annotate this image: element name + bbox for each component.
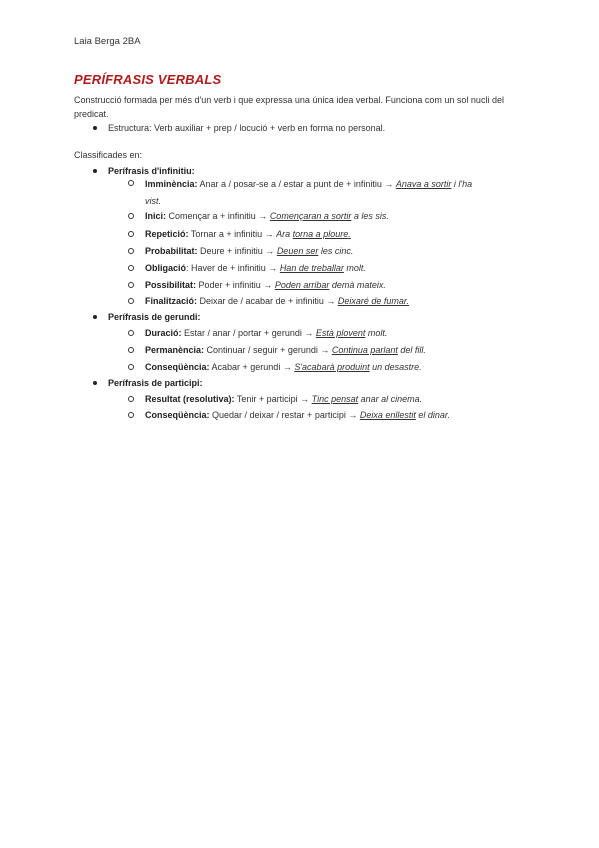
circle-bullet-icon (128, 213, 134, 219)
circle-bullet-icon (128, 231, 134, 237)
list-item-permanencia: Permanència: Continuar / seguir + gerundi → Continua parlant del fill. (145, 345, 426, 355)
circle-bullet-icon (128, 396, 134, 402)
circle-bullet-icon (128, 180, 134, 186)
list-item-consequencia-participi: Conseqüència: Quedar / deixar / restar + participi → Deixa enllestit el dinar. (145, 410, 451, 420)
circle-bullet-icon (128, 347, 134, 353)
list-item-obligacio: Obligació: Haver de + infinitiu → Han de treballar molt. (145, 263, 366, 273)
section-heading-gerundi: Perífrasis de gerundi: (108, 312, 201, 322)
bullet-icon (93, 169, 97, 173)
list-item-repeticio: Repetició: Tornar a + infinitiu → Ara torna a ploure. (145, 229, 351, 239)
circle-bullet-icon (128, 412, 134, 418)
list-item-finalitzacio: Finalització: Deixar de / acabar de + infinitiu → Deixaré de fumar. (145, 296, 410, 306)
list-item-inici: Inici: Començar a + infinitiu → Començaran a sortir a les sis. (145, 211, 389, 221)
section-heading-participi: Perífrasis de participi: (108, 378, 203, 388)
intro-paragraph: Construcció formada per més d'un verb i que expressa una única idea verbal. Funciona com un sol nucli del predicat. (74, 95, 504, 119)
list-item-imminencia: Imminència: Anar a / posar-se a / estar a punt de + infinitiu → Anava a sortir i l'ha (145, 179, 473, 189)
circle-bullet-icon (128, 364, 134, 370)
author-header: Laia Berga 2BA (74, 36, 141, 47)
circle-bullet-icon (128, 282, 134, 288)
classificades-label: Classificades en: (74, 150, 143, 160)
list-item-consequencia-gerundi: Conseqüència: Acabar + gerundi → S'acabarà produint un desastre. (145, 362, 422, 372)
circle-bullet-icon (128, 298, 134, 304)
section-heading-infinitiu: Perífrasis d'infinitiu: (108, 166, 195, 176)
circle-bullet-icon (128, 248, 134, 254)
circle-bullet-icon (128, 265, 134, 271)
estructura-text: Estructura: Verb auxiliar + prep / locució + verb en forma no personal. (108, 123, 386, 133)
list-item-possibilitat: Possibilitat: Poder + infinitiu → Poden arribar demà mateix. (145, 280, 386, 290)
page-title: PERÍFRASIS VERBALS (74, 72, 222, 87)
bullet-icon (93, 126, 97, 130)
bullet-icon (93, 381, 97, 385)
list-item-probabilitat: Probabilitat: Deure + infinitiu → Deuen ser les cinc. (145, 246, 354, 256)
bullet-icon (93, 315, 97, 319)
list-item-resultat: Resultat (resolutiva): Tenir + participi → Tinc pensat anar al cinema. (145, 394, 423, 404)
list-item-duracio: Duració: Estar / anar / portar + gerundi → Està plovent molt. (145, 328, 388, 338)
circle-bullet-icon (128, 330, 134, 336)
list-item-imminencia-cont: vist. (145, 196, 162, 206)
